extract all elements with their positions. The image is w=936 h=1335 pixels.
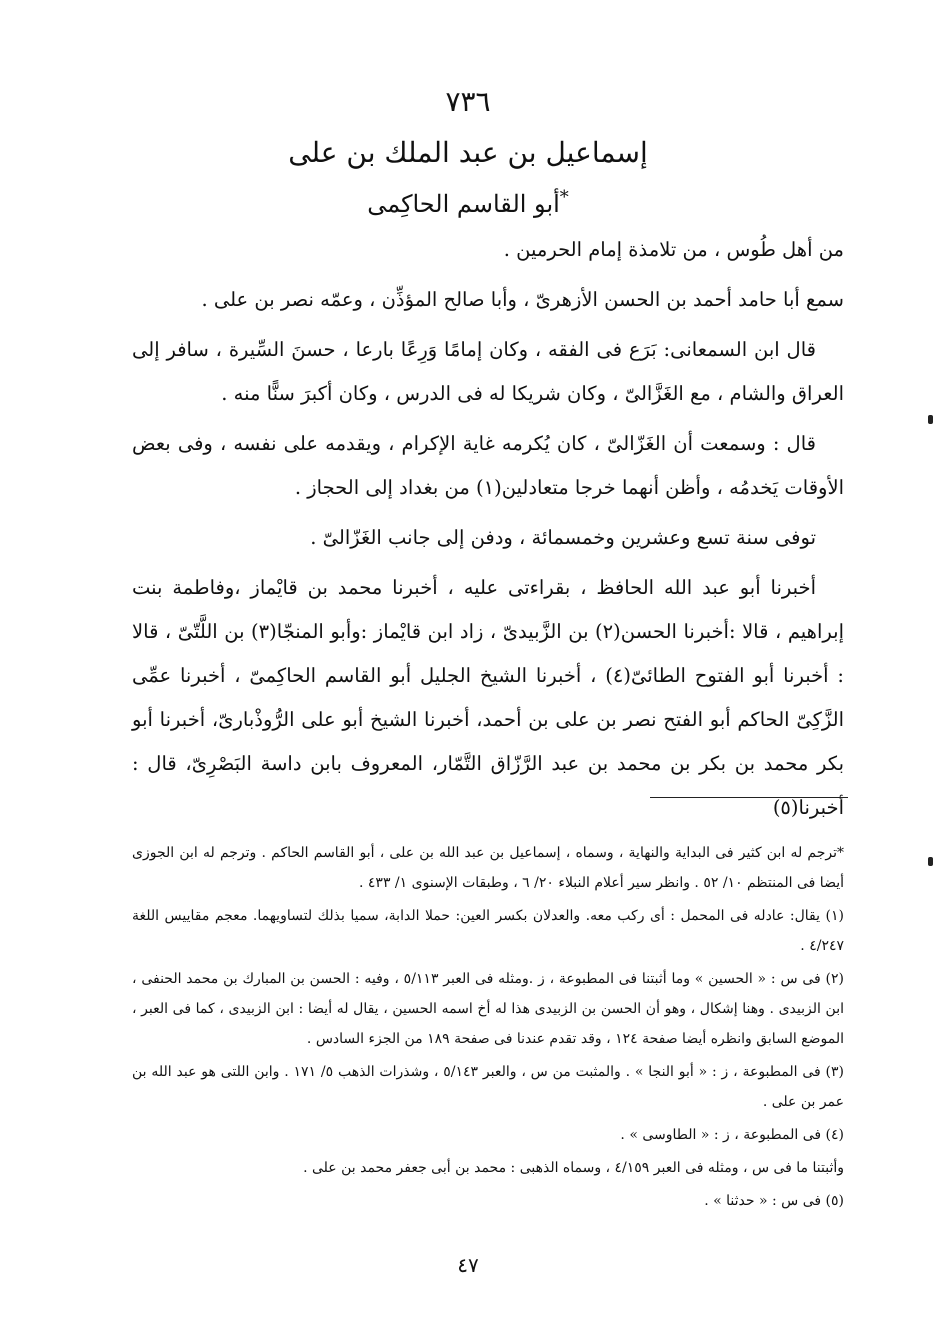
page-number: ٤٧ [457,1253,479,1277]
footnote-star: *ترجم له ابن كثير فى البداية والنهاية ، وسماه ، إسماعيل بن عبد الله بن على ، أبو القاسم الحاكم . وترجم له ابن الجوزى أيضا فى المنتظم ١٠/ ٥٢ . وانظر سير أعلام النبلاء ٢٠/ ٦ ، وطبقات الإسنوى ١/ ٤٣٣ . [132,845,844,891]
entry-kunya-text: أبو القاسم الحاكِمى [367,190,560,218]
paragraph-origin: من أهل طُوس ، من تلامذة إمام الحرمين . [503,238,844,261]
margin-mark [928,857,933,866]
footnote-1: (١) يقال: عادله فى المحمل : أى ركب معه. والعدلان بكسر العين: حملا الدابة، سميا بذلك لتساويهما. معجم مقاييس اللغة ٤/٢٤٧ . [132,908,844,954]
footnote-4: (٤) فى المطبوعة ، ز : « الطاوسى » . [620,1127,844,1143]
footnote-5: (٥) فى س : « حدثنا » . [704,1193,844,1209]
paragraph-samani-quote: قال ابن السمعانى: بَرَع فى الفقه ، وكان إمامًا وَرِعًا بارعا ، حسنَ السِّيرة ، سافر إلى العراق والشام ، مع الغَزَّالىّ ، وكان شريكا له فى الدرس ، وكان أكبرَ سنًّا منه . [132,338,844,405]
entry-kunya [0,176,936,226]
paragraph-ghazali: قال : وسمعت أن الغَزّالىّ ، كان يُكرمه غاية الإكرام ، ويقدمه على نفسه ، وفى بعض الأوقات يَخدمُه ، وأظن أنهما خرجا متعادلين(١) من بغداد إلى الحجاز . [132,432,844,499]
entry-name: إسماعيل بن عبد الملك بن على [288,136,648,169]
footnote-separator [650,797,848,798]
biography-text [132,228,844,836]
margin-mark [928,415,933,424]
footnote-3: (٣) فى المطبوعة ، ز : « أبو النجا » . والمثبت من س ، والعبر ٥/١٤٣ ، وشذرات الذهب ٥/ ١٧١ . وابن اللتى هو عبد الله بن عمر بن على . [132,1064,844,1110]
paragraph-isnad: أخبرنا أبو عبد الله الحافظ ، بقراءتى عليه ، أخبرنا محمد بن قايْماز ،وفاطمة بنت إبراهيم ، قالا :أخبرنا الحسن(٢) بن الزَّبيدىّ ، زاد ابن قايْماز :وأبو المنجّا(٣) بن اللَّتّىّ ، قالا : أخبرنا أبو الفتوح الطائىّ(٤) ، أخبرنا الشيخ الجليل أبو القاسم الحاكِمىّ ، أخبرنا عمِّى الزَّكِىّ الحاكم أبو الفتح نصر بن على بن أحمد، أخبرنا الشيخ أبو على الرُّوذْبارىّ، أخبرنا أبو بكر محمد بن بكر بن محمد بن عبد الرَّزّاق التَّمّار، المعروف بابن داسة البَصْرِىّ، قال : أخبرنا(٥) [132,576,844,819]
footnotes [132,838,844,1219]
footnote-2: (٢) فى س : « الحسين » وما أثبتنا فى المطبوعة ، ز .ومثله فى العبر ٥/١١٣ ، وفيه : الحسن بن المبارك بن محمد الحنفى ، ابن الزبيدى . وهنا إشكال ، وهو أن الحسن بن الزبيدى هذا له أخ اسمه الحسين ، يقال له أيضا : ابن الزبيدى ، كما فى العبر ، الموضع السابق وانظره أيضا صفحة ١٢٤ ، وقد تقدم عندنا فى صفحة ١٨٩ من الجزء السادس . [132,971,844,1047]
paragraph-death: توفى سنة تسع وعشرين وخمسمائة ، ودفن إلى جانب الغَزّالىّ . [310,526,816,549]
entry-number: ٧٣٦ [445,85,491,118]
footnote-star-mark: * [559,187,569,208]
footnote-4-continued: وأثبتنا ما فى س ، ومثله فى العبر ٤/١٥٩ ، وسماه الذهبى : محمد بن أبى جعفر محمد بن على . [303,1160,844,1176]
paragraph-teachers: سمع أبا حامد أحمد بن الحسن الأزهرىّ ، وأبا صالح المؤذِّن ، وعمّه نصر بن على . [201,288,844,311]
